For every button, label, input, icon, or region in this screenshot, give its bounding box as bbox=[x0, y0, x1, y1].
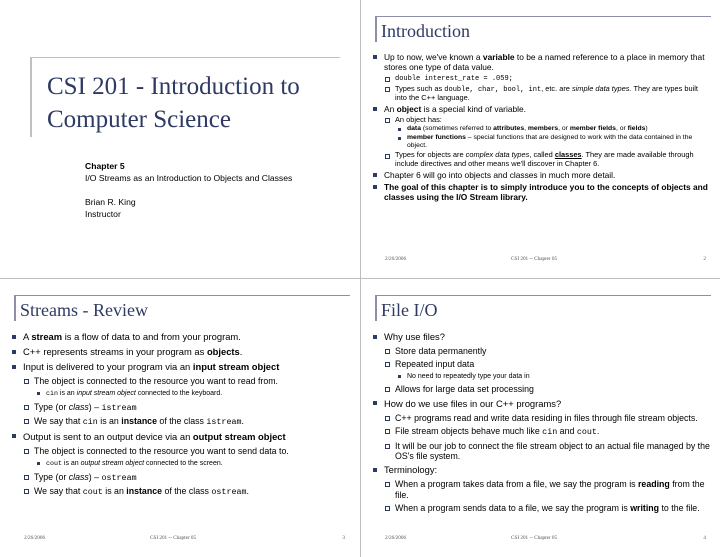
list-item: Why use files? bbox=[370, 331, 710, 342]
author-name: Brian R. King bbox=[85, 197, 136, 207]
list-item: The object is connected to the resource you want to read from. bbox=[9, 376, 349, 386]
list-item: C++ represents streams in your program as objects. bbox=[9, 346, 349, 357]
footer-course: CSI 201 -- Chapter 05 bbox=[150, 535, 197, 541]
list-item: File stream objects behave much like cin and cout. bbox=[370, 426, 710, 437]
list-item: cout is an output stream object connected to the screen. bbox=[9, 459, 349, 469]
list-item: Type (or class) – ostream bbox=[9, 472, 349, 483]
list-item: An object has: bbox=[370, 116, 710, 125]
list-item: A stream is a flow of data to and from your program. bbox=[9, 331, 349, 342]
chapter-label: Chapter 5 bbox=[85, 161, 125, 171]
slide-body bbox=[370, 52, 710, 204]
slide-title: Streams - Review bbox=[20, 300, 148, 320]
list-item: Up to now, we've known a variable to be a named reference to a place in memory that stores one type of data value. bbox=[370, 52, 710, 72]
list-item: cin is an input stream object connected to the keyboard. bbox=[9, 389, 349, 399]
list-item: The goal of this chapter is to simply introduce you to the concepts of objects and classes using the I/O Stream library. bbox=[370, 182, 710, 202]
slide-subtitle bbox=[85, 160, 355, 220]
list-item: double interest_rate = .059; bbox=[370, 74, 710, 84]
slide-title: File I/O bbox=[381, 300, 438, 320]
list-item: How do we use files in our C++ programs? bbox=[370, 398, 710, 409]
list-item: Repeated input data bbox=[370, 359, 710, 369]
slide-title: CSI 201 - Introduction to Computer Science bbox=[47, 73, 300, 133]
title-rule-horizontal bbox=[375, 295, 711, 296]
list-item: No need to repeatedly type your data in bbox=[370, 373, 710, 382]
title-rule-horizontal bbox=[30, 57, 340, 58]
slide-body bbox=[9, 331, 349, 501]
chapter-subtitle: I/O Streams as an Introduction to Objects and Classes bbox=[85, 173, 293, 183]
list-item: data (sometimes referred to attributes, members, or member fields, or fields) bbox=[370, 125, 710, 133]
title-rule-horizontal bbox=[375, 16, 711, 17]
list-item: We say that cin is an instance of the class istream. bbox=[9, 416, 349, 427]
list-item: We say that cout is an instance of the class ostream. bbox=[9, 486, 349, 497]
list-item: The object is connected to the resource you want to send data to. bbox=[9, 446, 349, 456]
slide-title: Introduction bbox=[381, 21, 470, 41]
footer-date: 2/26/2006 bbox=[385, 256, 407, 262]
list-item: Allows for large data set processing bbox=[370, 384, 710, 394]
list-item: It will be our job to connect the file stream object to an actual file managed by the OS's file system. bbox=[370, 441, 710, 462]
footer-date: 2/26/2006 bbox=[24, 535, 46, 541]
title-rule-vertical bbox=[375, 295, 377, 321]
title-rule-vertical bbox=[375, 16, 377, 42]
footer-date: 2/26/2006 bbox=[385, 535, 407, 541]
list-item: Types such as double, char, bool, int, etc. are simple data types. They are types built into the C++ language. bbox=[370, 85, 710, 103]
footer-page-number: 3 bbox=[342, 535, 345, 541]
list-item: Chapter 6 will go into objects and classes in much more detail. bbox=[370, 170, 710, 180]
list-item: member functions – special functions that are designed to work with the data contained in the object. bbox=[370, 134, 710, 150]
title-rule-vertical bbox=[30, 57, 32, 137]
list-item: Type (or class) – istream bbox=[9, 402, 349, 413]
list-item: When a program sends data to a file, we say the program is writing to the file. bbox=[370, 503, 710, 513]
list-item: An object is a special kind of variable. bbox=[370, 104, 710, 114]
author-role: Instructor bbox=[85, 209, 121, 219]
slide-4[interactable] bbox=[361, 279, 720, 557]
slide-3[interactable] bbox=[0, 279, 359, 557]
footer-page-number: 4 bbox=[703, 535, 706, 541]
footer-course: CSI 201 -- Chapter 05 bbox=[511, 535, 558, 541]
slide-body bbox=[370, 331, 710, 517]
list-item: Store data permanently bbox=[370, 346, 710, 356]
title-rule-horizontal bbox=[14, 295, 350, 296]
footer-course: CSI 201 -- Chapter 05 bbox=[511, 256, 558, 262]
list-item: Output is sent to an output device via an output stream object bbox=[9, 431, 349, 442]
list-item: Input is delivered to your program via an input stream object bbox=[9, 361, 349, 372]
list-item: When a program takes data from a file, we say the program is reading from the file. bbox=[370, 479, 710, 500]
slide-2[interactable] bbox=[361, 0, 720, 278]
list-item: Types for objects are complex data types, called classes. They are made available through include directives and other means we'll discover in Chapter 6. bbox=[370, 151, 710, 168]
list-item: C++ programs read and write data residing in files through file stream objects. bbox=[370, 413, 710, 423]
list-item: Terminology: bbox=[370, 464, 710, 475]
slide-1[interactable] bbox=[0, 0, 359, 278]
footer-page-number: 2 bbox=[703, 256, 706, 262]
title-rule-vertical bbox=[14, 295, 16, 321]
